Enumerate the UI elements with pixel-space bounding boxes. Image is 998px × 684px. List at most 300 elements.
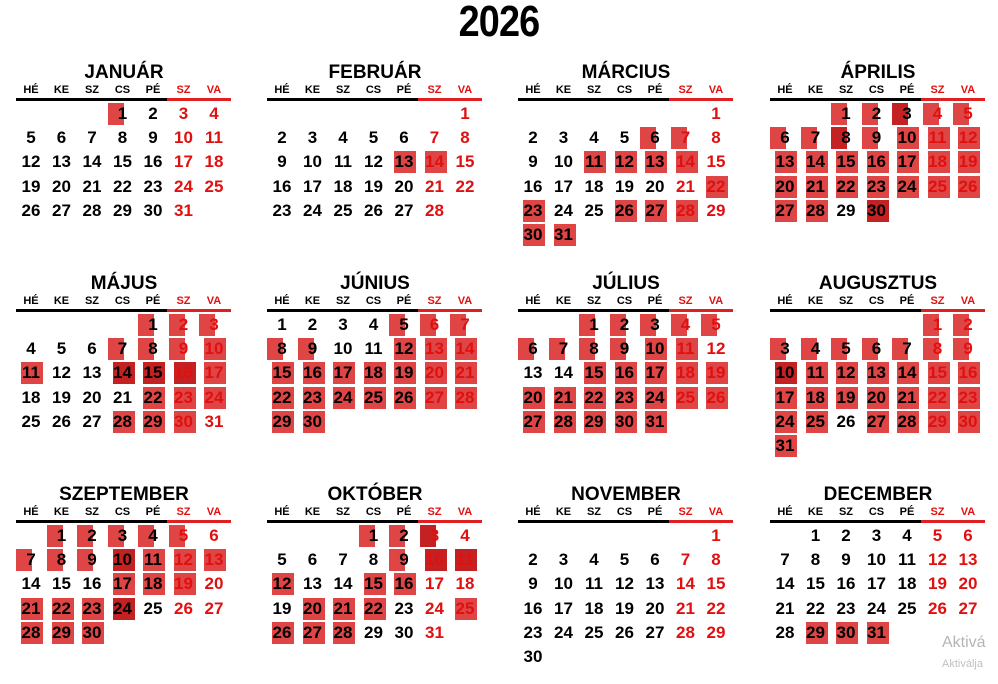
- day-number: 11: [205, 128, 223, 148]
- day-number: 10: [204, 339, 224, 359]
- weekday-header: PÉ: [145, 506, 161, 518]
- weekday-header: PÉ: [899, 506, 915, 518]
- day-cell: [199, 410, 229, 434]
- day-cell: [549, 572, 579, 596]
- day-cell: [671, 572, 701, 596]
- day-number: 9: [87, 550, 97, 570]
- weekday-header: VA: [457, 506, 473, 518]
- day-number: 17: [645, 363, 665, 383]
- day-cell: [892, 548, 922, 572]
- day-cell: [420, 126, 450, 150]
- day-number: 3: [209, 315, 219, 334]
- day-cell: [389, 361, 419, 385]
- day-number: 21: [113, 387, 132, 407]
- day-number: 3: [650, 315, 660, 334]
- day-cell: [16, 597, 46, 621]
- day-cell: [420, 175, 450, 199]
- day-cell: [801, 361, 831, 385]
- weekend-underline: [921, 309, 985, 312]
- day-cell: [640, 572, 670, 596]
- day-number: 4: [810, 339, 821, 359]
- day-number: 1: [148, 315, 158, 334]
- day-number: 28: [113, 411, 132, 431]
- day-cell: [450, 524, 480, 548]
- month-name: JANUÁR: [84, 62, 164, 83]
- day-cell: [610, 361, 640, 385]
- day-number: 18: [584, 598, 604, 618]
- day-number: 31: [554, 225, 573, 244]
- day-number: 25: [333, 200, 353, 220]
- day-number: 23: [174, 387, 193, 407]
- weekday-header: VA: [708, 506, 724, 518]
- day-number: 12: [958, 128, 978, 148]
- weekday-header: SZ: [838, 84, 854, 96]
- day-number: 3: [871, 526, 882, 545]
- weekday-underline: [267, 309, 418, 312]
- day-cell: [450, 102, 480, 126]
- day-cell: [923, 175, 953, 199]
- weekday-underline: [267, 520, 418, 523]
- day-cell: [169, 386, 199, 410]
- day-number: 11: [22, 363, 40, 383]
- day-cell: [298, 597, 328, 621]
- weekday-header: KE: [53, 84, 70, 96]
- day-cell: [610, 572, 640, 596]
- day-cell: [138, 150, 168, 174]
- weekday-header: PÉ: [899, 84, 915, 96]
- day-number: 20: [82, 387, 102, 407]
- day-number: 28: [897, 411, 917, 431]
- day-number: 28: [425, 200, 444, 220]
- day-cell: [359, 597, 389, 621]
- day-number: 8: [277, 339, 287, 359]
- weekday-header: PÉ: [647, 506, 663, 518]
- day-number: 4: [589, 128, 599, 148]
- weekday-header: CS: [114, 506, 131, 518]
- day-cell: [610, 597, 640, 621]
- weekday-header: VA: [960, 84, 976, 96]
- day-number: 17: [174, 152, 193, 172]
- day-cell: [610, 175, 640, 199]
- day-number: 8: [810, 550, 821, 570]
- day-cell: [770, 434, 800, 458]
- day-cell: [359, 572, 389, 596]
- day-cell: [389, 386, 419, 410]
- day-cell: [420, 597, 450, 621]
- day-number: 29: [584, 411, 604, 431]
- day-cell: [701, 337, 731, 361]
- day-cell: [953, 313, 983, 337]
- day-number: 16: [867, 152, 886, 172]
- day-number: 3: [338, 315, 348, 334]
- month-5: [16, 273, 232, 473]
- day-cell: [801, 150, 831, 174]
- day-cell: [16, 337, 46, 361]
- day-cell: [579, 337, 609, 361]
- day-number: 12: [706, 339, 726, 359]
- day-cell: [923, 548, 953, 572]
- day-number: 25: [21, 411, 41, 431]
- day-cell: [298, 337, 328, 361]
- day-cell: [831, 361, 861, 385]
- day-cell: [518, 126, 548, 150]
- day-cell: [169, 572, 199, 596]
- activation-watermark: Aktivá: [942, 634, 986, 651]
- day-cell: [640, 410, 670, 434]
- day-number: 25: [897, 598, 917, 618]
- day-number: 12: [615, 152, 634, 172]
- day-cell: [831, 175, 861, 199]
- day-cell: [389, 572, 419, 596]
- day-cell: [549, 126, 579, 150]
- day-cell: [518, 175, 548, 199]
- weekday-underline: [16, 98, 167, 101]
- day-cell: [359, 548, 389, 572]
- day-cell: [640, 621, 670, 645]
- day-number: 19: [174, 574, 193, 594]
- day-cell: [199, 102, 229, 126]
- day-number: 26: [706, 387, 726, 407]
- weekday-header: PÉ: [647, 295, 663, 307]
- day-number: 26: [928, 598, 947, 618]
- day-cell: [579, 597, 609, 621]
- day-number: 4: [589, 550, 599, 570]
- day-number: 22: [836, 176, 856, 196]
- day-number: 11: [456, 550, 474, 570]
- day-cell: [671, 386, 701, 410]
- day-cell: [671, 548, 701, 572]
- day-cell: [169, 102, 199, 126]
- day-number: 7: [680, 550, 691, 570]
- day-number: 23: [303, 387, 322, 407]
- month-11: [518, 484, 734, 684]
- day-cell: [108, 102, 138, 126]
- day-cell: [701, 313, 731, 337]
- day-cell: [579, 126, 609, 150]
- day-number: 24: [204, 387, 224, 407]
- month-12: [770, 484, 986, 684]
- day-number: 21: [676, 176, 695, 196]
- day-number: 16: [615, 363, 634, 383]
- day-number: 24: [867, 598, 886, 618]
- day-cell: [831, 199, 861, 223]
- day-cell: [610, 386, 640, 410]
- day-number: 21: [775, 598, 795, 618]
- day-number: 30: [303, 411, 322, 431]
- day-cell: [298, 175, 328, 199]
- day-number: 26: [958, 176, 978, 196]
- day-number: 8: [589, 339, 599, 359]
- day-cell: [671, 337, 701, 361]
- day-cell: [359, 199, 389, 223]
- day-cell: [169, 175, 199, 199]
- day-cell: [953, 337, 983, 361]
- day-cell: [610, 621, 640, 645]
- day-number: 21: [676, 598, 695, 618]
- day-cell: [549, 337, 579, 361]
- day-cell: [801, 524, 831, 548]
- day-number: 10: [113, 550, 132, 570]
- day-cell: [923, 524, 953, 548]
- month-4: [770, 62, 986, 262]
- day-cell: [862, 548, 892, 572]
- day-cell: [671, 597, 701, 621]
- day-cell: [389, 524, 419, 548]
- day-cell: [770, 621, 800, 645]
- day-number: 19: [615, 176, 634, 196]
- day-number: 22: [928, 387, 947, 407]
- day-cell: [862, 597, 892, 621]
- day-cell: [108, 524, 138, 548]
- day-number: 3: [117, 526, 128, 545]
- day-cell: [953, 150, 983, 174]
- day-cell: [199, 524, 229, 548]
- weekday-header: SZ: [930, 295, 945, 307]
- day-cell: [47, 386, 77, 410]
- month-name: FEBRUÁR: [328, 62, 422, 83]
- day-number: 1: [589, 315, 599, 334]
- weekday-header: SZ: [335, 84, 351, 96]
- day-number: 2: [528, 550, 538, 570]
- day-cell: [862, 337, 892, 361]
- day-cell: [138, 102, 168, 126]
- day-cell: [801, 548, 831, 572]
- day-cell: [199, 386, 229, 410]
- weekday-header: SZ: [176, 506, 191, 518]
- day-number: 30: [82, 622, 102, 642]
- day-cell: [108, 548, 138, 572]
- day-number: 11: [676, 339, 695, 359]
- day-number: 8: [841, 128, 851, 148]
- weekend-underline: [669, 98, 733, 101]
- day-cell: [199, 548, 229, 572]
- day-cell: [518, 386, 548, 410]
- day-number: 15: [364, 574, 383, 594]
- day-cell: [138, 175, 168, 199]
- weekday-header: VA: [708, 84, 724, 96]
- day-cell: [549, 548, 579, 572]
- day-number: 8: [368, 550, 379, 570]
- day-cell: [267, 150, 297, 174]
- day-number: 7: [558, 339, 569, 359]
- day-number: 1: [711, 526, 721, 545]
- day-cell: [862, 126, 892, 150]
- day-cell: [640, 597, 670, 621]
- day-number: 10: [554, 574, 573, 594]
- weekday-header: SZ: [84, 295, 100, 307]
- day-number: 27: [645, 622, 665, 642]
- day-cell: [16, 175, 46, 199]
- day-cell: [801, 572, 831, 596]
- day-cell: [169, 150, 199, 174]
- day-cell: [801, 175, 831, 199]
- day-number: 11: [334, 152, 352, 172]
- day-cell: [450, 597, 480, 621]
- day-number: 29: [272, 411, 292, 431]
- day-number: 28: [554, 411, 573, 431]
- day-number: 29: [113, 200, 132, 220]
- day-number: 31: [204, 411, 224, 431]
- weekday-header: PÉ: [396, 506, 412, 518]
- day-number: 22: [706, 598, 726, 618]
- weekday-header: KE: [807, 84, 824, 96]
- day-cell: [923, 102, 953, 126]
- month-name: MÁJUS: [90, 273, 158, 294]
- day-number: 17: [554, 176, 573, 196]
- day-cell: [108, 199, 138, 223]
- day-number: 12: [272, 574, 292, 594]
- day-number: 27: [303, 622, 322, 642]
- weekday-header: VA: [457, 84, 473, 96]
- weekday-header: SZ: [838, 295, 854, 307]
- day-number: 22: [364, 598, 383, 618]
- day-number: 17: [303, 176, 322, 196]
- day-number: 25: [455, 598, 475, 618]
- day-number: 19: [52, 387, 71, 407]
- day-cell: [831, 548, 861, 572]
- day-cell: [169, 361, 199, 385]
- day-cell: [359, 386, 389, 410]
- day-cell: [328, 337, 358, 361]
- day-cell: [610, 410, 640, 434]
- day-number: 9: [277, 152, 287, 172]
- day-number: 10: [554, 152, 573, 172]
- day-number: 26: [615, 200, 634, 220]
- day-cell: [138, 361, 168, 385]
- day-cell: [770, 175, 800, 199]
- day-number: 13: [204, 550, 224, 570]
- day-number: 20: [645, 598, 665, 618]
- month-name: NOVEMBER: [571, 484, 681, 505]
- day-number: 5: [711, 315, 721, 334]
- day-number: 21: [21, 598, 41, 618]
- day-cell: [770, 597, 800, 621]
- day-number: 13: [958, 550, 978, 570]
- weekday-header: CS: [616, 506, 633, 518]
- day-cell: [923, 410, 953, 434]
- day-cell: [640, 150, 670, 174]
- day-cell: [47, 548, 77, 572]
- day-number: 14: [113, 363, 132, 383]
- day-number: 20: [523, 387, 543, 407]
- day-number: 24: [645, 387, 665, 407]
- day-cell: [610, 548, 640, 572]
- day-cell: [108, 361, 138, 385]
- day-number: 10: [174, 128, 193, 148]
- day-cell: [671, 313, 701, 337]
- day-number: 12: [836, 363, 856, 383]
- day-number: 9: [399, 550, 409, 570]
- day-number: 27: [204, 598, 224, 618]
- day-number: 20: [394, 176, 414, 196]
- day-cell: [16, 361, 46, 385]
- weekday-header: SZ: [930, 506, 945, 518]
- day-number: 4: [902, 526, 912, 545]
- day-number: 13: [867, 363, 886, 383]
- day-number: 3: [178, 104, 189, 123]
- day-cell: [671, 126, 701, 150]
- day-number: 6: [399, 128, 409, 148]
- weekday-underline: [16, 520, 167, 523]
- day-cell: [389, 199, 419, 223]
- day-number: 11: [585, 152, 603, 172]
- day-number: 10: [303, 152, 322, 172]
- weekday-header: KE: [807, 506, 824, 518]
- day-number: 20: [303, 598, 322, 618]
- day-number: 30: [394, 622, 414, 642]
- day-number: 6: [650, 550, 660, 570]
- day-number: 3: [902, 104, 912, 123]
- day-number: 16: [836, 574, 856, 594]
- day-cell: [862, 102, 892, 126]
- day-cell: [450, 361, 480, 385]
- day-cell: [47, 175, 77, 199]
- day-number: 10: [425, 550, 444, 570]
- day-cell: [579, 175, 609, 199]
- day-number: 13: [775, 152, 795, 172]
- day-cell: [420, 572, 450, 596]
- month-name: ÁPRILIS: [840, 62, 916, 83]
- weekday-header: SZ: [678, 84, 693, 96]
- day-cell: [953, 597, 983, 621]
- day-number: 27: [775, 200, 795, 220]
- day-cell: [138, 572, 168, 596]
- day-number: 2: [619, 315, 630, 334]
- day-cell: [671, 199, 701, 223]
- day-number: 22: [706, 176, 726, 196]
- day-number: 23: [143, 176, 163, 196]
- day-cell: [328, 548, 358, 572]
- day-cell: [671, 175, 701, 199]
- day-number: 9: [528, 152, 538, 172]
- weekday-header: SZ: [84, 506, 100, 518]
- weekday-header: SZ: [84, 84, 100, 96]
- day-number: 2: [87, 526, 97, 545]
- day-cell: [420, 313, 450, 337]
- day-number: 31: [174, 200, 193, 220]
- day-cell: [298, 126, 328, 150]
- day-cell: [420, 199, 450, 223]
- day-number: 27: [958, 598, 978, 618]
- day-number: 18: [584, 176, 604, 196]
- day-cell: [108, 337, 138, 361]
- day-cell: [518, 361, 548, 385]
- weekday-header: HÉ: [525, 295, 541, 307]
- day-cell: [298, 572, 328, 596]
- day-number: 12: [615, 574, 634, 594]
- day-number: 13: [645, 574, 665, 594]
- day-number: 26: [272, 622, 292, 642]
- day-number: 1: [277, 315, 287, 334]
- day-cell: [420, 150, 450, 174]
- day-number: 22: [455, 176, 475, 196]
- day-cell: [389, 621, 419, 645]
- day-cell: [359, 524, 389, 548]
- day-number: 26: [615, 622, 634, 642]
- day-number: 21: [806, 176, 825, 196]
- weekday-header: SZ: [176, 84, 191, 96]
- day-cell: [16, 126, 46, 150]
- day-cell: [47, 337, 77, 361]
- weekday-header: VA: [960, 295, 976, 307]
- day-cell: [892, 524, 922, 548]
- day-cell: [579, 548, 609, 572]
- day-number: 19: [364, 176, 383, 196]
- day-cell: [359, 126, 389, 150]
- day-number: 11: [928, 128, 947, 148]
- day-number: 8: [711, 128, 721, 148]
- weekday-header: HÉ: [23, 295, 39, 307]
